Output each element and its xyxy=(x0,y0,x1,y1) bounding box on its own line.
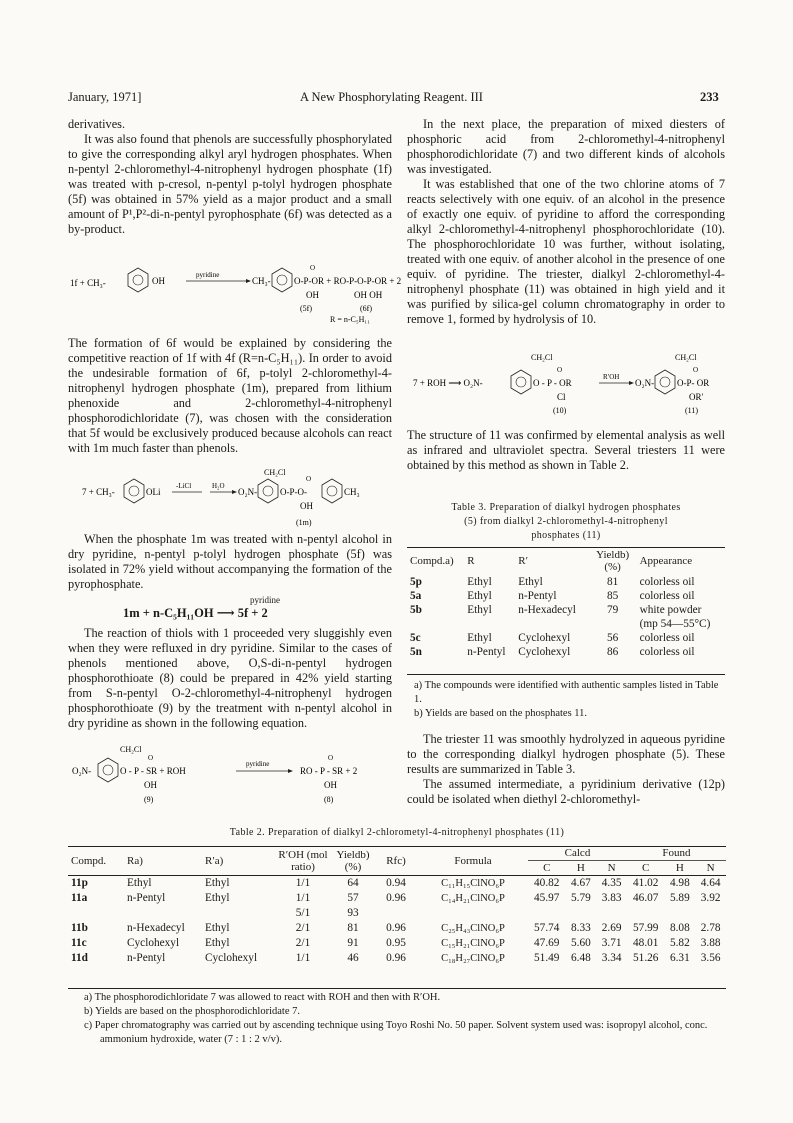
scheme-text: O - P - OR xyxy=(533,378,572,388)
table-cell: C₁₄H₂₁ClNO₆P xyxy=(441,893,505,904)
table-cell: 5b xyxy=(410,604,422,616)
scheme-text: CH₂Cl xyxy=(264,468,286,477)
table-cell: 3.88 xyxy=(700,937,721,949)
table-cell: 48.01 xyxy=(633,937,659,949)
table-cell: 6.48 xyxy=(570,952,591,964)
benzene-ring-icon xyxy=(124,479,144,503)
table-cell: 5.82 xyxy=(669,937,690,949)
scheme-text: O₂N- xyxy=(72,766,92,776)
header-cell: R′OH (mol ratio) xyxy=(278,848,328,873)
table-cell: 93 xyxy=(347,907,359,919)
table-cell: Cyclohexyl xyxy=(205,952,258,964)
table-cell xyxy=(407,617,464,631)
table-cell: 5n xyxy=(410,646,422,658)
aromatic-circle-icon xyxy=(660,377,670,387)
table3-caption xyxy=(407,501,725,543)
header-cell: Appearance xyxy=(639,555,693,567)
scheme-text: 7 + ROH ⟶ O₂N- xyxy=(413,378,483,388)
caption-line: Table 3. Preparation of dialkyl hydrogen phosphates xyxy=(451,502,681,513)
oxo-label: O xyxy=(306,475,312,483)
compound-label: (9) xyxy=(144,795,154,804)
paragraph: The assumed intermediate, a pyridinium derivative (12p) could be isolated when diethyl 2-chloromethyl- xyxy=(407,777,725,806)
table-cell: 47.69 xyxy=(534,937,560,949)
scheme-text: CH₃ xyxy=(344,487,360,497)
table-cell xyxy=(202,906,274,921)
compound-label: (1m) xyxy=(296,518,312,527)
table-cell: 3.83 xyxy=(601,892,622,904)
table-cell: 51.49 xyxy=(534,952,560,964)
scheme-lithium-phenoxide xyxy=(68,465,398,533)
table-cell: 2/1 xyxy=(295,922,311,934)
table-cell: 0.96 xyxy=(386,922,406,934)
table-cell: 2/1 xyxy=(295,937,311,949)
table2-caption: Table 2. Preparation of dialkyl 2-chlorometyl-4-nitrophenyl phosphates (11) xyxy=(229,827,565,838)
table-header-row xyxy=(68,846,726,861)
table-row xyxy=(407,645,725,659)
table-cell xyxy=(589,617,637,631)
scheme-text: 7 + CH₃- xyxy=(82,487,115,497)
table-cell: 57.74 xyxy=(534,922,560,934)
arrow-label: H₂O xyxy=(212,482,225,490)
scheme-text: OH xyxy=(144,780,157,790)
benzene-ring-icon xyxy=(322,479,342,503)
header-cell: Found xyxy=(627,846,726,861)
table-cell: Ethyl xyxy=(467,604,492,616)
scheme-triester-svg xyxy=(407,350,725,422)
table-cell: 85 xyxy=(606,590,619,602)
paragraph: The formation of 6f would be explained by considering the competitive reaction of 1f with 4f (R=n-C₅H₁₁). In order to avoid the undesirable formation of 6f, p-tolyl 2-chloromethyl-4-nitrophenyl hydrogen phosphate (1m), prepared from lithium phenoxide and 2-chloromethyl-4-nitrophenyl phosphorodichloridate (7), was chosen with the consideration that 5f would be exclusively produced because alcohols can react with 1m much faster than phenols. xyxy=(68,336,392,455)
table-cell: 3.34 xyxy=(601,952,622,964)
scheme-text: CH₂Cl xyxy=(120,745,142,754)
table-cell: C₁₈H₂₇ClNO₆P xyxy=(441,953,505,964)
table-cell: 64 xyxy=(347,877,359,889)
table-note: a) The phosphorodichloridate 7 was allowed to react with ROH and then with R′OH. xyxy=(84,992,441,1003)
table-rule xyxy=(407,674,725,675)
table-cell: 5.60 xyxy=(570,937,591,949)
table-cell: 11c xyxy=(71,937,87,949)
left-column-mid xyxy=(68,336,392,456)
table-row xyxy=(407,575,725,589)
table3-notes xyxy=(414,679,724,721)
paragraph: It was established that one of the two chlorine atoms of 7 reacts selectively with one equiv. of an alcohol in the presence of exactly one equiv. of pyridine to afford the corresponding alkyl 2-chloromethyl-4-nitrophenyl phosphorochloridate (10). The phosphorochloridate 10 was further, without isolating, treated with one equiv. of another alcohol in the presence of one equiv. of pyridine. The triester, dialkyl 2-chloromethyl-4-nitrophenyl phosphate (11) was obtained in high yield and it was purified by silica-gel column chromatography in order to remove 1, formed by hydrolysis of 10. xyxy=(407,177,725,326)
scheme-cresol-svg xyxy=(68,262,402,330)
table-row xyxy=(68,891,726,906)
aromatic-circle-icon xyxy=(129,486,139,496)
scheme-lithium-svg xyxy=(68,465,398,533)
table-cell: 51.26 xyxy=(633,952,659,964)
paragraph: When the phosphate 1m was treated with n-pentyl alcohol in dry pyridine, n-pentyl p-tolyl hydrogen phosphate (5f) was isolated in 72% yield without accompanying the formation of the pyrophosphate. xyxy=(68,532,392,591)
table-cell: Ethyl xyxy=(518,576,543,588)
table-cell: C₂₅H₄₃ClNO₆P xyxy=(441,923,505,934)
arrowhead-icon xyxy=(288,769,293,773)
table-cell: 0.95 xyxy=(386,937,406,949)
table-cell xyxy=(515,617,588,631)
header-cell: N xyxy=(706,862,715,874)
benzene-ring-icon xyxy=(511,370,531,394)
table-cell: 4.64 xyxy=(700,877,721,889)
arrow-label: pyridine xyxy=(196,271,220,279)
scheme-text: OR′ xyxy=(689,392,704,402)
table-cell: 86 xyxy=(606,646,619,658)
table-cell: 4.67 xyxy=(570,877,591,889)
arrow-label: -LiCl xyxy=(176,482,192,490)
table-cell: Cyclohexyl xyxy=(518,632,571,644)
table-cell: colorless oil xyxy=(639,632,695,644)
left-column-bottom xyxy=(68,532,392,731)
table-cell: Ethyl xyxy=(467,632,492,644)
svg-text:CH₃-: CH₃- xyxy=(252,276,271,286)
table-cell: Ethyl xyxy=(127,877,152,889)
table-cell xyxy=(464,617,515,631)
table-cell: 81 xyxy=(606,576,619,588)
table-cell xyxy=(68,906,124,921)
table-cell: colorless oil xyxy=(639,590,695,602)
table-rule xyxy=(68,988,726,989)
scheme-thioate xyxy=(68,742,398,808)
table-cell xyxy=(528,906,565,921)
table-cell xyxy=(596,906,627,921)
table-cell: 4.35 xyxy=(601,877,622,889)
header-cell: Ra) xyxy=(127,854,143,867)
table-cell: white powder xyxy=(639,604,702,616)
table-cell: n-Hexadecyl xyxy=(518,604,576,616)
scheme-text: OH xyxy=(152,276,165,286)
scheme-text: OH xyxy=(306,290,319,300)
table-cell: 5.89 xyxy=(669,892,690,904)
table-cell: C₁₁H₁₅ClNO₆P xyxy=(441,878,505,889)
scheme-text: OH xyxy=(324,780,337,790)
table-row xyxy=(68,876,726,892)
header-cell: H xyxy=(675,862,684,874)
arrow-label: R′OH xyxy=(603,373,620,381)
paragraph: derivatives. xyxy=(68,117,126,131)
header-date: January, 1971] xyxy=(68,90,142,104)
table-cell: 11p xyxy=(71,877,88,889)
compound-label: (5f) xyxy=(300,304,312,313)
table-cell: n-Pentyl xyxy=(467,646,506,658)
header-cell: Formula xyxy=(454,854,492,867)
table-cell: 41.02 xyxy=(633,877,659,889)
scheme-cresol xyxy=(68,262,402,330)
compound-label: (11) xyxy=(685,406,699,415)
table-cell: 57.99 xyxy=(633,922,659,934)
table-cell: Cyclohexyl xyxy=(518,646,571,658)
arrowhead-icon xyxy=(246,279,251,283)
table-cell: 2.69 xyxy=(601,922,622,934)
scheme-thioate-svg xyxy=(68,742,398,808)
header-title: A New Phosphorylating Reagent. III xyxy=(300,90,483,104)
table-cell: 11b xyxy=(71,922,88,934)
table-cell: Ethyl xyxy=(205,892,230,904)
oxo-label: O xyxy=(310,264,316,272)
table-cell: 5.79 xyxy=(570,892,591,904)
scheme-text: OH xyxy=(300,501,313,511)
header-cell: Compd.a) xyxy=(410,555,454,567)
table-cell: 11a xyxy=(71,892,88,904)
table-row xyxy=(407,603,725,617)
table-cell: n-Hexadecyl xyxy=(127,922,185,934)
table-cell: Cyclohexyl xyxy=(127,937,180,949)
oxo-label: O xyxy=(557,366,563,374)
caption-line: (5) from dialkyl 2-chloromethyl-4-nitrophenyl xyxy=(464,516,668,527)
aromatic-circle-icon xyxy=(277,275,287,285)
table-cell: 11d xyxy=(71,952,88,964)
table-cell xyxy=(664,906,695,921)
compound-label: (10) xyxy=(553,406,567,415)
caption-line: phosphates (11) xyxy=(531,530,601,541)
oxo-label: O xyxy=(693,366,699,374)
scheme-text: RO - P - SR + 2 xyxy=(300,766,358,776)
header-cell: Compd. xyxy=(71,854,107,867)
table-row xyxy=(68,936,726,951)
table-row xyxy=(407,617,725,631)
header-cell: R′a) xyxy=(205,854,224,867)
paragraph: It was also found that phenols are successfully phosphorylated to give the corresponding alkyl aryl hydrogen phosphates. When n-pentyl 2-chloromethyl-4-nitrophenyl hydrogen phosphate (1f) was treated with p-cresol, n-pentyl p-tolyl hydrogen phosphate (5f) was obtained in 57% yield as a major product and a small amount of P¹,P²-di-n-pentyl pyrophosphate (6f) was detected as a by-product. xyxy=(68,132,392,236)
table-cell: 40.82 xyxy=(534,877,560,889)
table-cell: Ethyl xyxy=(205,922,230,934)
table-cell: Ethyl xyxy=(467,590,492,602)
table-cell: Ethyl xyxy=(205,937,230,949)
table-cell: 4.98 xyxy=(669,877,690,889)
table-cell: 3.56 xyxy=(700,952,721,964)
table-cell: 1/1 xyxy=(295,952,311,964)
table-cell: n-Pentyl xyxy=(127,892,166,904)
scheme-text: O-P- OR xyxy=(677,378,710,388)
table-cell: 81 xyxy=(347,922,359,934)
table-cell: 5/1 xyxy=(295,907,311,919)
scheme-text: OLi xyxy=(146,487,161,497)
table-cell: 57 xyxy=(347,892,359,904)
table-cell: 0.94 xyxy=(386,877,406,889)
header-cell: C xyxy=(543,862,551,874)
benzene-ring-icon xyxy=(128,268,148,292)
table-cell: Ethyl xyxy=(467,576,492,588)
scheme-text: O₂N- xyxy=(635,378,655,388)
header-cell: R xyxy=(467,555,475,567)
table-cell: n-Pentyl xyxy=(127,952,166,964)
table-row xyxy=(407,631,725,645)
table-row xyxy=(407,589,725,603)
table-note: a) The compounds were identified with authentic samples listed in Table 1. xyxy=(414,680,719,705)
arrowhead-icon xyxy=(629,381,634,385)
table-cell: 5a xyxy=(410,590,422,602)
table-cell xyxy=(418,906,528,921)
scheme-text: CH₂Cl xyxy=(531,353,553,362)
table2-notes xyxy=(84,991,724,1047)
table-cell: 46 xyxy=(347,952,359,964)
compound-label: (8) xyxy=(324,795,334,804)
table-cell: (mp 54—55°C) xyxy=(639,618,711,630)
table-cell: 3.92 xyxy=(700,892,721,904)
table2 xyxy=(68,846,726,966)
table-cell: colorless oil xyxy=(639,576,695,588)
header-cell: H xyxy=(576,862,585,874)
right-column-top xyxy=(407,117,725,327)
aromatic-circle-icon xyxy=(103,765,113,775)
benzene-ring-icon xyxy=(655,370,675,394)
paragraph: The reaction of thiols with 1 proceeded very sluggishly even when they were refluxed in dry pyridine. Similar to the cases of phenols mentioned above, O,S-di-n-pentyl hydrogen phosphorothioate (8) could be prepared in 42% yield starting from S-n-pentyl O-2-chloromethyl-4-nitrophenyl hydrogen phosphorothioate (9) by the treatment with n-pentyl alcohol in dry pyridine as shown in the following equation. xyxy=(68,626,392,730)
left-column-top xyxy=(68,117,392,237)
header-cell: N xyxy=(607,862,616,874)
header-cell: R′ xyxy=(518,555,528,567)
scheme-text: Cl xyxy=(557,392,566,402)
aromatic-circle-icon xyxy=(327,486,337,496)
header-cell: Calcd xyxy=(528,846,627,861)
table-cell: 8.08 xyxy=(669,922,690,934)
right-column-bottom xyxy=(407,732,725,807)
table-cell: 3.71 xyxy=(601,937,622,949)
table-cell: 5p xyxy=(410,576,422,588)
scheme-triester xyxy=(407,350,725,422)
table-cell: n-Pentyl xyxy=(518,590,557,602)
table-header-row xyxy=(407,547,725,575)
header-cell: Yieldb) (%) xyxy=(596,549,630,573)
scheme-text: OH OH xyxy=(354,290,383,300)
benzene-ring-icon xyxy=(258,479,278,503)
table3 xyxy=(407,547,725,659)
table-note: b) Yields are based on the phosphates 11. xyxy=(414,708,588,719)
table-note: b) Yields are based on the phosphorodichloridate 7. xyxy=(84,1006,300,1017)
oxo-label: O xyxy=(148,754,154,762)
table-row xyxy=(68,906,726,921)
table-cell xyxy=(695,906,726,921)
arrow-label: pyridine xyxy=(246,760,270,768)
table-cell: 79 xyxy=(606,604,619,616)
table-cell: 8.33 xyxy=(570,922,591,934)
aromatic-circle-icon xyxy=(516,377,526,387)
arrowhead-icon xyxy=(232,490,237,494)
paragraph: The triester 11 was smoothly hydrolyzed in aqueous pyridine to the corresponding dialkyl hydrogen phosphate (5). These results are summarized in Table 3. xyxy=(407,732,725,776)
benzene-ring-icon xyxy=(272,268,292,292)
table-row xyxy=(68,921,726,936)
table-cell: 6.31 xyxy=(669,952,690,964)
header-cell: Rfc) xyxy=(386,854,406,867)
oxo-label: O xyxy=(328,754,334,762)
scheme-text: O - P - SR + ROH xyxy=(120,766,186,776)
scheme-text: 1f + CH₃- xyxy=(70,278,106,288)
table-cell xyxy=(565,906,596,921)
equation-arrow-label: pyridine xyxy=(250,595,280,605)
header-cell: Yieldb) (%) xyxy=(336,848,370,873)
scheme-text: CH₂Cl xyxy=(675,353,697,362)
header-cell: C xyxy=(642,862,650,874)
table-cell: 0.96 xyxy=(386,952,406,964)
table-note: c) Paper chromatography was carried out by ascending technique using Toyo Roshi No. 50 paper. Solvent system used was: isopropyl alcohol, conc. ammonium hydroxide, water (7 : 1 : 2 v/v). xyxy=(84,1020,708,1045)
scheme-text: O₂N- xyxy=(238,487,258,497)
table-cell: 45.97 xyxy=(534,892,560,904)
table-cell: 91 xyxy=(347,937,359,949)
table-cell: 5c xyxy=(410,632,421,644)
aromatic-circle-icon xyxy=(133,275,143,285)
paragraph: The structure of 11 was confirmed by elemental analysis as well as infrared and ultraviolet spectra. Several triesters 11 were obtained by this method as shown in Table 2. xyxy=(407,428,725,472)
table-cell xyxy=(374,906,418,921)
compound-label: (6f) xyxy=(360,304,372,313)
equation-text: 1m + n-C₅H₁₁OH ⟶ 5f + 2 xyxy=(123,606,268,620)
equation xyxy=(68,593,392,625)
table-cell: colorless oil xyxy=(639,646,695,658)
scheme-text: R = n-C₅H₁₁ xyxy=(330,315,370,324)
right-column-mid xyxy=(407,428,725,473)
scheme-text: O-P-OR + RO-P-O-P-OR + 2 xyxy=(294,276,402,286)
table-row xyxy=(68,951,726,966)
table-cell xyxy=(627,906,664,921)
table-cell: C₁₅H₂₁ClNO₆P xyxy=(441,938,505,949)
benzene-ring-icon xyxy=(98,758,118,782)
table-cell: 46.07 xyxy=(633,892,659,904)
table-cell: 1/1 xyxy=(295,892,311,904)
table-cell: 2.78 xyxy=(700,922,721,934)
table-cell xyxy=(124,906,202,921)
scheme-text: O-P-O- xyxy=(280,487,307,497)
paragraph: In the next place, the preparation of mixed diesters of phosphoric acid from 2-chloromethyl-4-nitrophenyl phosphorodichloridate (7) and two different kinds of alcohols was investigated. xyxy=(407,117,725,176)
table-cell: 1/1 xyxy=(295,877,311,889)
aromatic-circle-icon xyxy=(263,486,273,496)
table-cell: 56 xyxy=(606,632,619,644)
table-cell: Ethyl xyxy=(205,877,230,889)
page-number: 233 xyxy=(700,90,719,104)
table-cell: 0.96 xyxy=(386,892,406,904)
